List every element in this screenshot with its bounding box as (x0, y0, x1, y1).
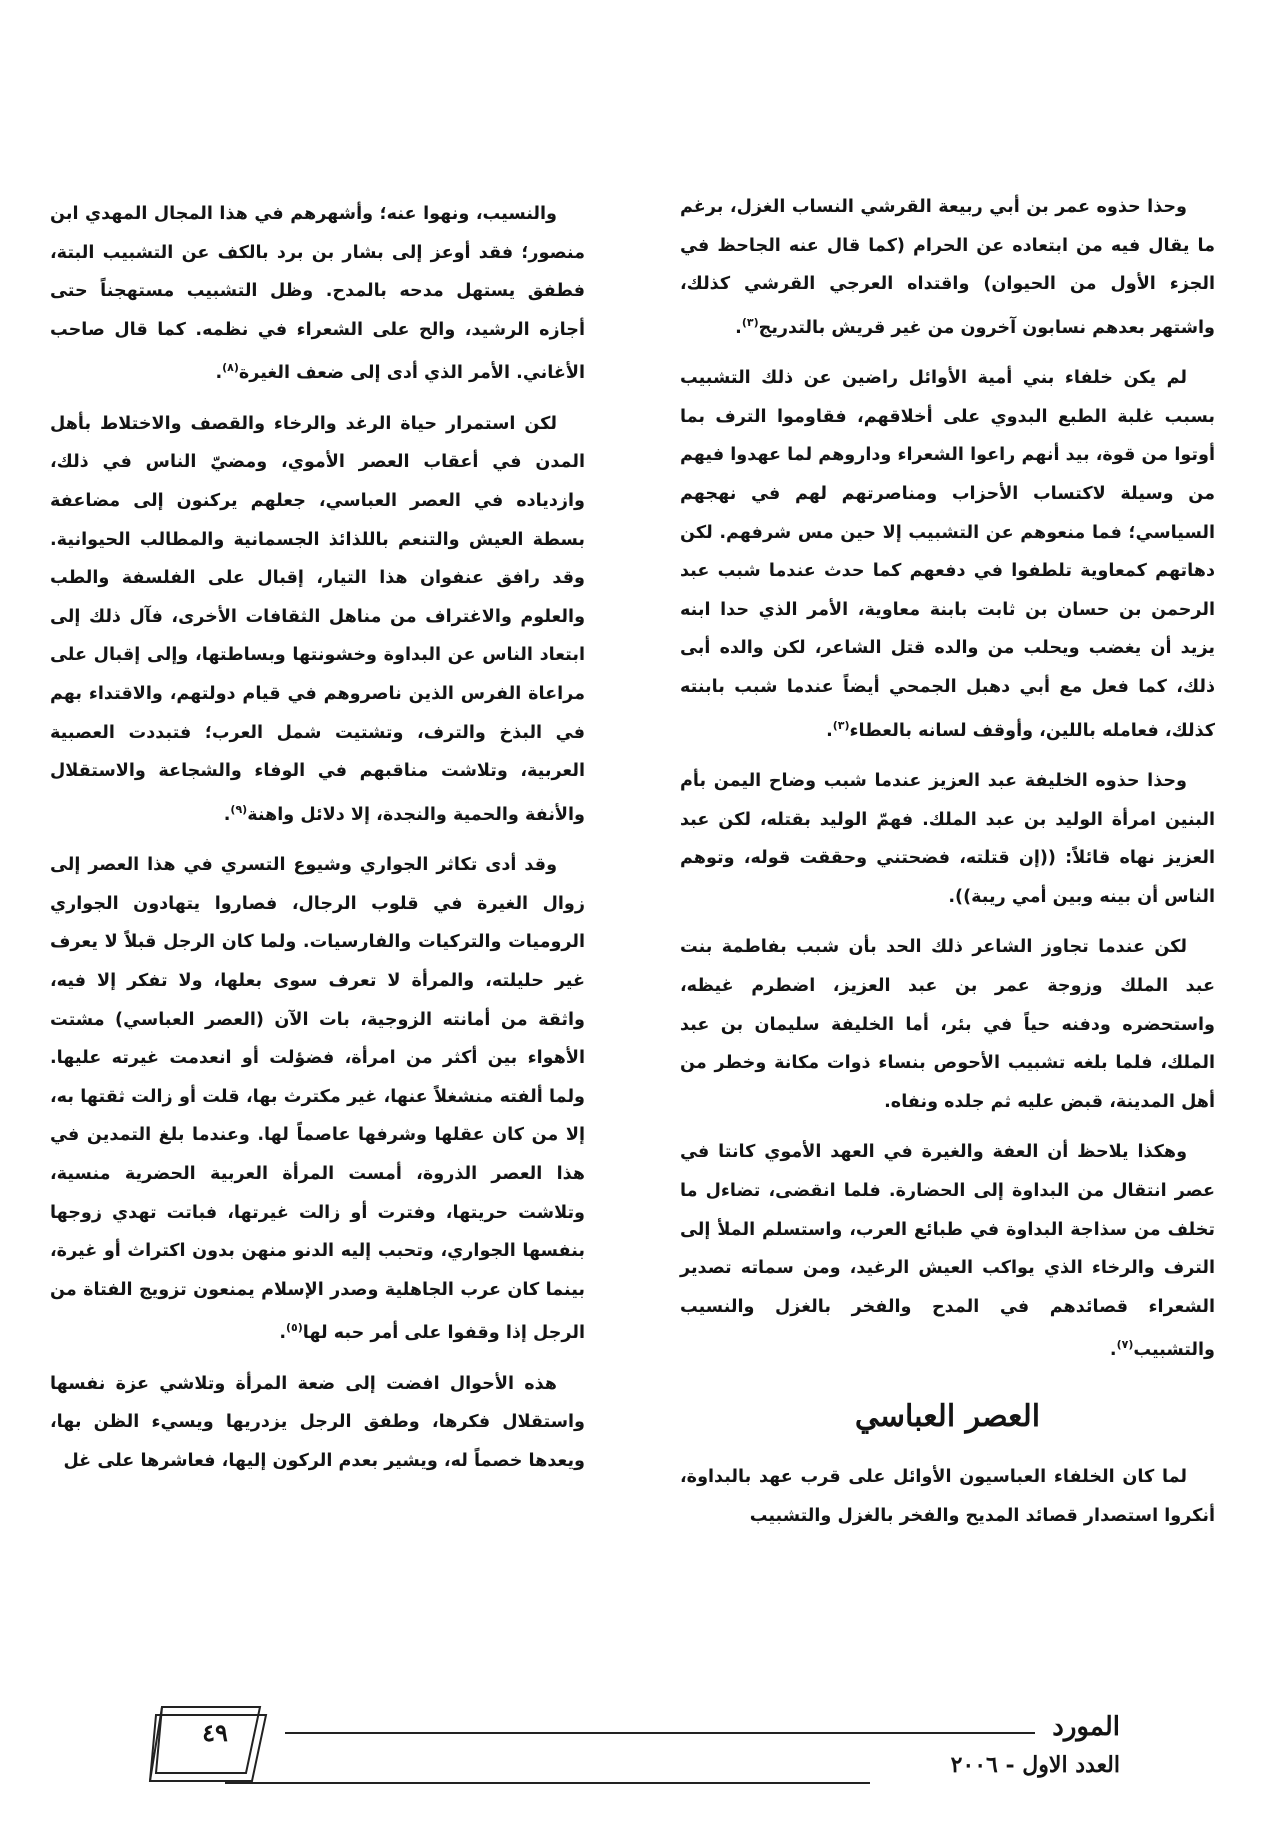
paragraph: والنسيب، ونهوا عنه؛ وأشهرهم في هذا المجال المهدي ابن منصور؛ فقد أوعز إلى بشار بن برد بالكف عن التشبيب البتة، فطفق يستهل مدحه بالمدح. وظل التشبيب مستهجناً حتى أجازه الرشيد، والح على الشعراء في نظمه. كما قال صاحب الأغاني. الأمر الذي أدى إلى ضعف الغيرة$^{(٨)}$. (50, 204, 585, 384)
footer-divider (285, 1732, 1035, 1734)
footnote-ref: (٣) (832, 718, 850, 732)
paragraph: لكن عندما تجاوز الشاعر ذلك الحد بأن شبب بفاطمة بنت عبد الملك وزوجة عمر بن عبد العزيز، اضطرم غيظه، واستحضره ودفنه حياً في بئر، أما الخليفة سليمان بن عبد الملك، فلما بلغه تشبيب الأحوص بنساء ذوات مكانة وخطر من أهل المدينة، قبض عليه ثم جلده ونفاه. (680, 937, 1215, 1112)
issue-info: العدد الاول - ٢٠٠٦ (950, 1752, 1120, 1778)
right-column (680, 188, 1215, 1548)
paragraph: وقد أدى تكاثر الجواري وشيوع التسري في هذا العصر إلى زوال الغيرة في قلوب الرجال، فصاروا يتهادون الجواري الروميات والتركيات والفارسيات. ولما كان الرجل قبلاً لا يعرف غير حليلته، والمرأة لا تعرف سوى بعلها، ولا تفكر إلا فيه، واثقة من أمانته الزوجية، بات الآن (العصر العباسي) مشتت الأهواء بين أكثر من امرأة، فضؤلت أو انعدمت غيرته عليها. ولما ألفته منشغلاً عنها، غير مكترث بها، قلت أو زالت ثقتها به، إلا من كان عقلها وشرفها عاصماً لها. وعندما بلغ التمدين في هذا العصر الذروة، أمست المرأة العربية الحضرية منسية، وتلاشت حريتها، وفترت أو زالت غيرتها، فباتت تهدي زوجها بنفسها الجواري، وتحبب إليه الدنو منهن بدون اكتراث أو غيرة، بينما كان عرب الجاهلية وصدر الإسلام يمنعون تزويج الفتاة من الرجل إذا وقفوا على أمر حبه لها$^{(٥)}$. (50, 855, 585, 1344)
paragraph: لما كان الخلفاء العباسيون الأوائل على قرب عهد بالبداوة، أنكروا استصدار قصائد المديح والفخر بالغزل والتشبيب (680, 1467, 1215, 1526)
paragraph: وحذا حذوه الخليفة عبد العزيز عندما شبب وضاح اليمن بأم البنين امرأة الوليد بن عبد الملك. فهمّ الوليد بقتله، لكن عبد العزيز نهاه قائلاً: ((إن قتلته، فضحتني وحققت قوله، وتوهم الناس أن بينه وبين أمي ريبة)). (680, 771, 1215, 907)
footnote-ref: (٧) (1116, 1338, 1134, 1352)
footnote-ref: (٩) (230, 802, 248, 816)
paragraph: وحذا حذوه عمر بن أبي ربيعة القرشي النساب الغزل، برغم ما يقال فيه من ابتعاده عن الحرام (كما قال عنه الجاحظ في الجزء الأول من الحيوان) واقتداه العرجي القرشي كذلك، واشتهر بعدهم نسابون آخرون من غير قريش بالتدريج$^{(٣)}$. (680, 197, 1215, 338)
paragraph: وهكذا يلاحظ أن العفة والغيرة في العهد الأموي كانتا في عصر انتقال من البداوة إلى الحضارة. فلما انقضى، تضاءل ما تخلف من سذاجة البداوة في طبائع العرب، واستسلم الملأ إلى الترف والرخاء الذي يواكب العيش الرغيد، ومن سماته تصدير الشعراء قصائدهم في المدح والفخر بالغزل والنسيب والتشبيب$^{(٧)}$. (680, 1142, 1215, 1361)
paragraph: لكن استمرار حياة الرغد والرخاء والقصف والاختلاط بأهل المدن في أعقاب العصر الأموي، ومضيّ الناس في ذلك، وازدياده في العصر العباسي، جعلهم يركنون إلى مضاعفة بسطة العيش والتنعم باللذائذ الجسمانية والمطالب الحيوانية. وقد رافق عنفوان هذا التيار، إقبال على الفلسفة والطب والعلوم والاغتراف من مناهل الثقافات الأخرى، فآل ذلك إلى ابتعاد الناس عن البداوة وخشونتها وبساطتها، وإلى إقبال على مراعاة الفرس الذين ناصروهم في قيام دولتهم، والاقتداء بهم في البذخ والترف، وتشتيت شمل العرب؛ فتبددت العصبية العربية، وتلاشت مناقبهم في الوفاء والشجاعة والاستقلال والأنفة والحمية والنجدة، إلا دلائل واهنة$^{(٩)}$. (50, 413, 585, 825)
footnote-ref: (٨) (222, 361, 239, 375)
footer-divider (225, 1782, 870, 1784)
page-number: ٤٩ (202, 1718, 228, 1747)
footnote-ref: (٣) (741, 315, 759, 329)
footnote-ref: (٥) (286, 1321, 303, 1335)
section-heading: العصر العباسي (854, 1398, 1041, 1434)
journal-name: المورد (1052, 1712, 1120, 1742)
paragraph: هذه الأحوال افضت إلى ضعة المرأة وتلاشي عزة نفسها واستقلال فكرها، وطفق الرجل يزدريها ويسيء الظن بها، ويعدها خصماً له، ويشير بعدم الركون إليها، فعاشرها على غل (50, 1373, 585, 1471)
paragraph: لم يكن خلفاء بني أمية الأوائل راضين عن ذلك التشبيب بسبب غلبة الطبع البدوي على أخلاقهم، فقاوموا الترف بما أوتوا من قوة، بيد أنهم راعوا الشعراء وداروهم لما عهدوا فيهم من وسيلة لاكتساب الأحزاب ومناصرتهم لهم في نهجهم السياسي؛ فما منعوهم عن التشبيب إلا حين مس شرفهم. لكن دهاتهم كمعاوية تلطفوا في دفعهم كما حدث عندما شبب عبد الرحمن بن حسان بن ثابت بابنة معاوية، الأمر الذي حدا ابنه يزيد أن يغضب ويحلب من والده قتل الشاعر، لكن والده أبى ذلك، كما فعل مع أبي دهبل الجمحي أيضاً عندما شبب بابنته كذلك، فعامله باللين، وأوقف لسانه بالعطاء$^{(٣)}$. (680, 368, 1215, 741)
left-column (50, 195, 585, 1493)
